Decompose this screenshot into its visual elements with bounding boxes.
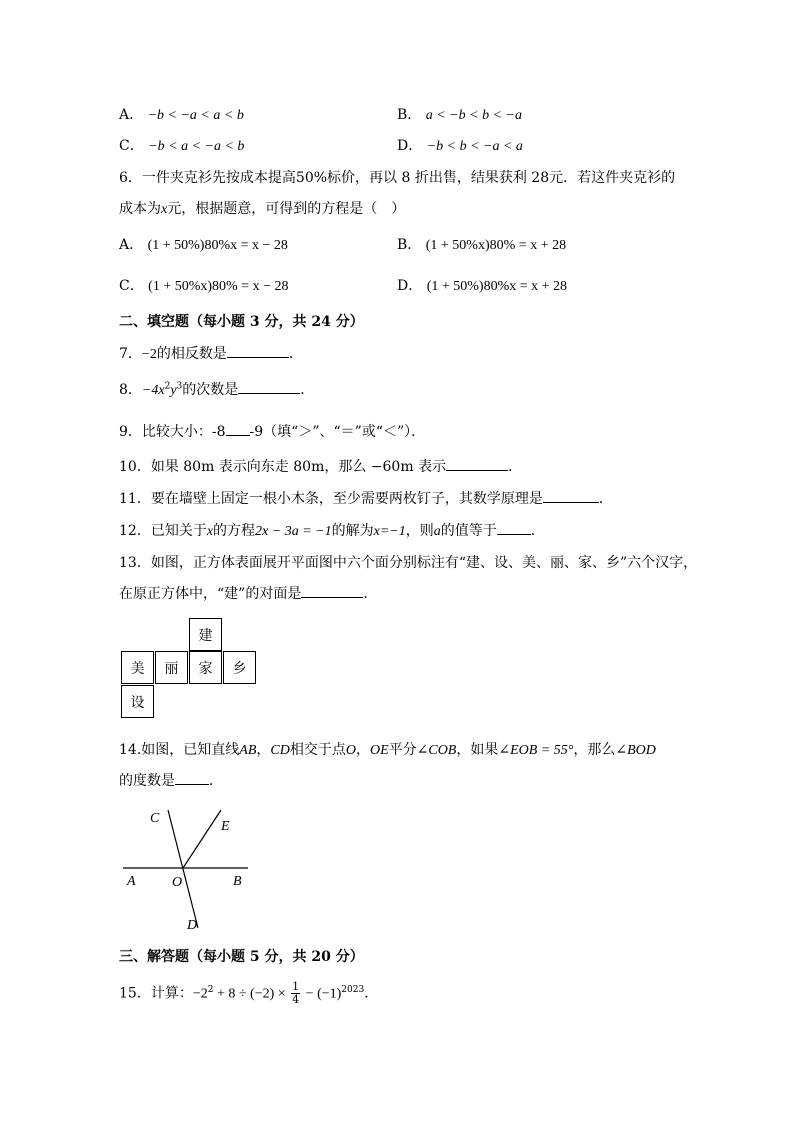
section-2-heading: 二、填空题（每小题 3 分，共 24 分） <box>119 314 364 330</box>
q-var: O <box>345 743 356 758</box>
answer-blank[interactable] <box>175 771 209 785</box>
q-text: 的解为 <box>331 523 374 539</box>
q6-option-d <box>397 275 567 295</box>
q-text: 11．要在墙壁上固定一根小木条，至少需要两枚钉子，其数学原理是 <box>119 491 543 507</box>
q6-var: x <box>161 202 168 217</box>
q-end: . <box>530 523 536 539</box>
q5-option-d <box>397 135 523 155</box>
q-text: 在原正方体中，“建”的对面是 <box>119 586 302 602</box>
q-expr: ∠EOB = 55° <box>498 743 574 758</box>
q-text: ，如果 <box>456 742 499 758</box>
answer-blank[interactable] <box>543 489 599 503</box>
q-text: 的方程 <box>213 523 256 539</box>
option-expr: (1 + 50%x)80% = x + 28 <box>425 238 567 253</box>
q-end: ． <box>364 985 379 1002</box>
q6-text: 成本为 <box>119 201 161 217</box>
q13-stem-line1: 13．如图，正方体表面展开平面图中六个面分别标注有“建、设、美、丽、家、乡”六个汉字， <box>119 555 698 571</box>
q-expr: −2 <box>141 347 157 362</box>
q-var: OE <box>369 743 389 758</box>
ray-oe <box>183 810 221 868</box>
q-text: 的值等于 <box>440 523 497 539</box>
option-label: C． <box>119 138 144 154</box>
q6-option-a <box>119 234 288 254</box>
q5-option-c <box>119 135 244 155</box>
option-expr: −b < b < −a < a <box>426 139 523 154</box>
q12 <box>119 520 535 540</box>
q-expr: −4x <box>141 383 165 398</box>
label-o: O <box>172 875 183 890</box>
option-label: A． <box>119 107 144 123</box>
answer-blank[interactable] <box>497 521 531 535</box>
label-e: E <box>221 819 230 834</box>
label-d: D <box>187 918 198 933</box>
q-sup: 3 <box>176 381 183 392</box>
q9 <box>119 421 425 441</box>
option-label: A． <box>119 237 144 253</box>
option-expr: (1 + 50%)80%x = x + 28 <box>426 279 568 294</box>
option-expr: a < −b < b < −a <box>425 108 522 123</box>
q10 <box>119 456 522 476</box>
option-label: D． <box>397 278 423 294</box>
net-cell-mei: 美 <box>121 651 154 684</box>
net-cell-jia: 家 <box>189 651 222 684</box>
q-text: 12．已知关于 <box>119 523 207 539</box>
net-cell-she: 设 <box>121 685 154 718</box>
q-text: 的相反数是 <box>156 346 227 362</box>
option-label: B． <box>397 107 422 123</box>
q-text: 10．如果 80m 表示向东走 80m，那么 −60m 表示 <box>119 459 447 475</box>
q7 <box>119 343 303 363</box>
line-cd <box>168 810 198 928</box>
fraction-numerator: 1 <box>292 980 300 993</box>
q5-option-a <box>119 104 244 124</box>
q-end: ． <box>363 586 378 602</box>
fraction <box>291 981 300 1006</box>
q11 <box>119 488 613 508</box>
net-cell-jian: 建 <box>189 618 222 651</box>
q-expr: x=−1 <box>373 524 406 539</box>
q-expr: −2 <box>192 986 208 1002</box>
q8 <box>119 379 314 399</box>
q-num: 8． <box>119 382 142 398</box>
q-text: ， <box>355 742 370 758</box>
answer-blank[interactable] <box>238 380 300 394</box>
q6-stem-line2 <box>119 198 405 218</box>
answer-blank[interactable] <box>226 422 250 436</box>
q6-text: 元，根据题意，可得到的方程是（ ） <box>167 201 406 217</box>
q-text: 的次数是 <box>182 382 239 398</box>
q-expr: − (−1) <box>302 986 342 1002</box>
label-b: B <box>233 874 242 889</box>
q-text: 15．计算： <box>119 985 193 1002</box>
q-text: 相交于点 <box>289 742 346 758</box>
q-text: 的度数是 <box>119 773 175 789</box>
q-text: 9．比较大小：-8 <box>119 424 226 440</box>
option-label: D． <box>397 138 423 154</box>
q-sup: 2 <box>207 984 214 995</box>
net-cell-li: 丽 <box>155 651 188 684</box>
q14-stem-line1 <box>119 739 656 759</box>
label-a: A <box>127 874 136 889</box>
q5-option-b <box>397 104 522 124</box>
q-text: ， <box>256 742 271 758</box>
q-end: ． <box>598 491 613 507</box>
option-label: B． <box>397 237 422 253</box>
label-c: C <box>150 811 160 826</box>
section-3-heading: 三、解答题（每小题 5 分，共 20 分） <box>119 949 364 965</box>
answer-blank[interactable] <box>227 344 289 358</box>
q-expr: + 8 ÷ (−2) × <box>213 986 290 1002</box>
option-expr: −b < −a < a < b <box>147 108 244 123</box>
q-end: ． <box>209 773 223 789</box>
q-sup: 2 <box>164 381 171 392</box>
q6-option-c <box>119 275 289 295</box>
answer-blank[interactable] <box>446 457 508 471</box>
q-text: 14.如图，已知直线 <box>119 742 240 758</box>
q-sup: 2023 <box>341 984 365 995</box>
option-expr: (1 + 50%)80%x = x − 28 <box>147 238 288 253</box>
q6-option-b <box>397 234 566 254</box>
q-var: AB <box>239 743 257 758</box>
answer-blank[interactable] <box>301 584 363 598</box>
option-expr: −b < a < −a < b <box>148 139 245 154</box>
q-text: ，则 <box>405 523 434 539</box>
q-end: ． <box>508 459 523 475</box>
q14-stem-line2 <box>119 770 223 790</box>
q-expr: ∠COB <box>416 743 457 758</box>
q-var: a <box>433 524 441 539</box>
q-end: ． <box>288 346 303 362</box>
q-expr: 2x − 3a = −1 <box>255 524 332 539</box>
q-text: ，那么 <box>573 742 616 758</box>
q-end: ． <box>300 382 315 398</box>
option-label: C． <box>119 278 144 294</box>
q-text: -9（填“＞”、“＝”或“＜”）． <box>249 424 426 440</box>
q-num: 7． <box>119 346 142 362</box>
q-var: CD <box>270 743 290 758</box>
q-var: y <box>170 383 177 398</box>
q-text: 平分 <box>388 742 417 758</box>
q15 <box>119 981 378 1006</box>
q13-stem-line2 <box>119 583 377 603</box>
q6-stem-line1: 6．一件夹克衫先按成本提高50%标价，再以 8 折出售，结果获利 28元．若这件夹克衫的 <box>119 170 676 186</box>
option-expr: (1 + 50%x)80% = x − 28 <box>148 279 289 294</box>
fraction-denominator: 4 <box>292 993 300 1006</box>
net-cell-xiang: 乡 <box>223 651 256 684</box>
q-var: x <box>206 524 214 539</box>
q-expr: ∠BOD <box>615 743 656 758</box>
angle-diagram <box>118 806 258 936</box>
